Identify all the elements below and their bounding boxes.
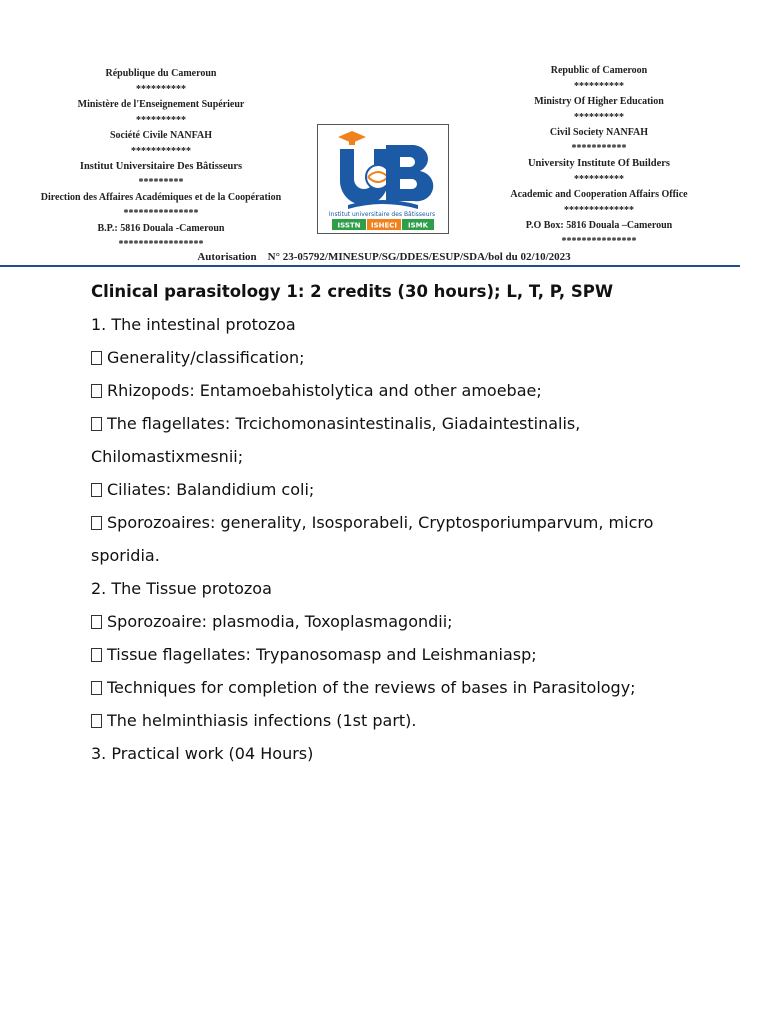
- header-line: ************: [131, 145, 191, 157]
- header-line: Société Civile NANFAH: [109, 130, 212, 141]
- course-line: [91, 512, 691, 534]
- header-line: **********: [136, 114, 186, 126]
- missing-glyph-bullet-icon: [91, 714, 102, 728]
- header-line: **********: [574, 80, 624, 92]
- header-line: *********: [138, 176, 184, 188]
- header-left-french: [32, 66, 290, 252]
- course-line-text: sporidia.: [91, 546, 160, 565]
- course-lines: [91, 314, 691, 765]
- course-line: [91, 545, 691, 567]
- course-line-text: Ciliates: Balandidium coli;: [107, 480, 315, 499]
- course-line: [91, 578, 691, 600]
- missing-glyph-bullet-icon: [91, 384, 102, 398]
- course-line: [91, 446, 691, 468]
- course-line-text: 2. The Tissue protozoa: [91, 579, 272, 598]
- course-line-text: Chilomastixmesnii;: [91, 447, 244, 466]
- course-line-text: Tissue flagellates: Trypanosomasp and Leishmaniasp;: [107, 645, 537, 664]
- header-line: **************: [564, 204, 634, 216]
- logo-caption: Institut universitaire des Bâtisseurs: [328, 211, 436, 218]
- course-line-text: 3. Practical work (04 Hours): [91, 744, 314, 763]
- course-line: [91, 380, 691, 402]
- course-line-text: Techniques for completion of the reviews of bases in Parasitology;: [107, 678, 636, 697]
- header-divider: [0, 265, 740, 267]
- course-line-text: Rhizopods: Entamoebahistolytica and other amoebae;: [107, 381, 542, 400]
- header-line: **********: [574, 111, 624, 123]
- missing-glyph-bullet-icon: [91, 351, 102, 365]
- course-line: [91, 710, 691, 732]
- ub-logo-graphic: [318, 125, 448, 233]
- institution-logo: [317, 124, 449, 234]
- course-line-text: Generality/classification;: [107, 348, 305, 367]
- missing-glyph-bullet-icon: [91, 516, 102, 530]
- course-line: [91, 611, 691, 633]
- course-line: [91, 644, 691, 666]
- missing-glyph-bullet-icon: [91, 681, 102, 695]
- missing-glyph-bullet-icon: [91, 417, 102, 431]
- header-line: République du Cameroun: [105, 68, 217, 79]
- missing-glyph-bullet-icon: [91, 483, 102, 497]
- header-line: ***************: [561, 235, 637, 247]
- logo-school: ISHECI: [370, 221, 398, 230]
- course-line: [91, 347, 691, 369]
- course-line-text: The helminthiasis infections (1st part).: [107, 711, 417, 730]
- course-line: [91, 479, 691, 501]
- course-line-text: The flagellates: Trcichomonasintestinalis, Giadaintestinalis,: [107, 414, 581, 433]
- header-line: University Institute Of Builders: [527, 158, 671, 169]
- header-line: P.O Box: 5816 Douala –Cameroun: [525, 220, 673, 231]
- missing-glyph-bullet-icon: [91, 615, 102, 629]
- authorisation-line: [0, 251, 768, 263]
- header-line: ***************: [123, 207, 199, 219]
- authorisation-label: Autorisation: [197, 251, 257, 263]
- header-line: Republic of Cameroon: [550, 65, 648, 76]
- header-line: Ministère de l'Enseignement Supérieur: [77, 99, 245, 110]
- course-title: Clinical parasitology 1: 2 credits (30 hours); L, T, P, SPW: [91, 282, 614, 301]
- header-line: B.P.: 5816 Douala -Cameroun: [97, 223, 225, 234]
- missing-glyph-bullet-icon: [91, 648, 102, 662]
- header-line: Institut Universitaire Des Bâtisseurs: [79, 161, 243, 172]
- course-line-text: Sporozoaire: plasmodia, Toxoplasmagondii;: [107, 612, 453, 631]
- header-line: **********: [574, 173, 624, 185]
- header-line: ***********: [571, 142, 627, 154]
- header-line: *****************: [118, 238, 204, 250]
- course-line: [91, 314, 691, 336]
- header-line: Direction des Affaires Académiques et de la Coopération: [40, 192, 282, 203]
- logo-school: ISSTN: [337, 221, 361, 230]
- course-line-text: Sporozoaires: generality, Isosporabeli, Cryptosporiumparvum, micro: [107, 513, 654, 532]
- header-line: Ministry Of Higher Education: [534, 96, 664, 107]
- header-line: **********: [136, 83, 186, 95]
- course-line: [91, 677, 691, 699]
- course-line-text: 1. The intestinal protozoa: [91, 315, 296, 334]
- authorisation-number: N° 23-05792/MINESUP/SG/DDES/ESUP/SDA/bol du 02/10/2023: [267, 251, 571, 263]
- header-right-english: [470, 63, 728, 249]
- header-line: Academic and Cooperation Affairs Office: [510, 189, 688, 200]
- course-content: [91, 281, 691, 776]
- header-line: Civil Society NANFAH: [549, 127, 649, 138]
- course-line: [91, 413, 691, 435]
- logo-school: ISMK: [407, 221, 429, 230]
- course-line: [91, 743, 691, 765]
